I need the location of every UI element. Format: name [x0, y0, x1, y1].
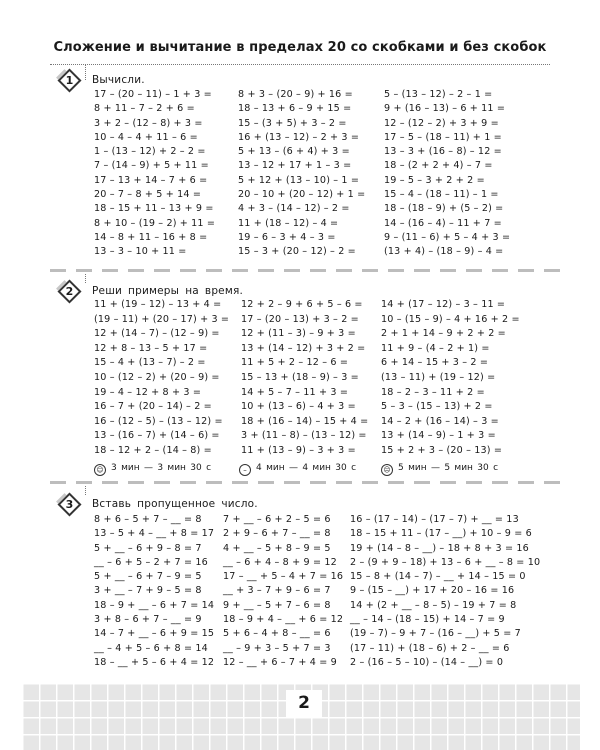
expression: __ – 9 + 3 – 5 + 7 = 3: [223, 642, 331, 654]
task-number-badge: 3: [59, 494, 81, 516]
expression: 9 – (11 – 6) + 5 – 4 + 3 =: [384, 231, 511, 243]
expression: 3 + 2 – (12 – 8) + 3 =: [94, 117, 203, 129]
margin-dotted-rule: [85, 274, 86, 283]
task-number-badge: 2: [59, 281, 81, 303]
expression: 5 – 3 – (15 – 13) + 2 =: [381, 401, 493, 413]
timing-note: [381, 463, 498, 476]
expression: 12 – (12 – 2) + 3 + 9 =: [384, 117, 499, 129]
expression: 20 – 7 – 8 + 5 + 14 =: [94, 189, 202, 201]
expression: 18 – 12 + 2 – (14 – 8) =: [94, 444, 212, 456]
timing-text: 3 мин — 3 мин 30 с: [111, 463, 212, 473]
expression: 5 + 6 – 4 + 8 – __ = 6: [223, 628, 331, 640]
expression: 19 + (14 – 8 – __) – 18 + 8 + 3 = 16: [350, 542, 529, 554]
expression: 16 – (12 – 5) – (13 – 12) =: [94, 415, 223, 427]
exercise-column: [94, 513, 214, 670]
exercise-column: [350, 513, 540, 670]
expression: 11 + (19 – 12) – 13 + 4 =: [94, 299, 222, 310]
timing-text: 5 мин — 5 мин 30 с: [398, 463, 499, 473]
smile-face-icon: ☺: [94, 464, 106, 476]
timing-note: [239, 463, 356, 476]
task-instruction: Вставь пропущенное число.: [92, 498, 258, 510]
expression: 15 – 4 – (18 – 11) – 1 =: [384, 189, 499, 201]
expression: 14 + (17 – 12) – 3 – 11 =: [381, 299, 506, 310]
expression: 15 – 4 + (13 – 7) – 2 =: [94, 357, 206, 369]
expression: 7 – (14 – 9) + 5 + 11 =: [94, 160, 209, 172]
expression: 14 – 2 + (16 – 14) – 3 =: [381, 415, 499, 427]
section-divider: [50, 481, 560, 484]
expression: 4 + 3 – (14 – 12) – 2 =: [238, 203, 350, 215]
expression: 13 + (14 – 9) – 1 + 3 =: [381, 430, 496, 442]
expression: 18 – 9 + __ – 6 + 7 = 14: [94, 599, 215, 611]
expression: 11 + 5 + 2 – 12 – 6 =: [241, 357, 349, 369]
expression: 9 – (15 – __) + 17 + 20 – 16 = 16: [350, 585, 515, 597]
expression: 12 + 2 – 9 + 6 + 5 – 6 =: [241, 299, 363, 310]
exercise-column: [94, 88, 215, 260]
expression: 14 – 8 + 11 – 16 + 8 =: [94, 231, 208, 243]
exercise-column: [384, 88, 510, 260]
task-instruction: Реши примеры на время.: [92, 285, 244, 297]
exercise-column: [223, 513, 343, 670]
expression: 18 + (16 – 14) – 15 + 4 =: [241, 415, 369, 427]
expression: 15 – (3 + 5) + 3 – 2 =: [238, 117, 347, 129]
expression: 17 – 13 + 14 – 7 + 6 =: [94, 174, 208, 186]
expression: 18 – 15 + 11 – (17 – __) + 10 – 9 = 6: [350, 528, 532, 540]
expression: 12 + (11 – 3) – 9 + 3 =: [241, 328, 356, 340]
expression: 9 + __ – 5 + 7 – 6 = 8: [223, 599, 331, 611]
expression: 8 + 10 – (19 – 2) + 11 =: [94, 217, 216, 229]
page-number: 2: [286, 690, 322, 717]
timing-note: [94, 463, 211, 476]
expression: 8 + 3 – (20 – 9) + 16 =: [238, 89, 353, 100]
expression: 16 – 7 + (20 – 14) – 2 =: [94, 401, 212, 413]
expression: 1 – (13 – 12) + 2 – 2 =: [94, 146, 206, 158]
expression: 18 – (2 + 2 + 4) – 7 =: [384, 160, 493, 172]
expression: 10 – (12 – 2) + (20 – 9) =: [94, 371, 220, 383]
expression: 5 + 13 – (6 + 4) + 3 =: [238, 146, 350, 158]
margin-dotted-rule: [85, 486, 86, 495]
expression: 15 – 8 + (14 – 7) – __ + 14 – 15 = 0: [350, 571, 526, 583]
neutral-face-icon: –: [239, 464, 251, 476]
exercise-column: [238, 88, 365, 260]
expression: (13 – 11) + (19 – 12) =: [381, 371, 496, 383]
expression: 11 + 9 – (4 – 2 + 1) =: [381, 342, 490, 354]
exercise-column: [94, 298, 229, 459]
expression: 14 + (2 + __ – 8 – 5) – 19 + 7 = 8: [350, 599, 517, 611]
expression: __ + 3 – 7 + 9 – 6 = 7: [223, 585, 331, 597]
expression: __ – 6 + 4 – 8 + 9 = 12: [223, 556, 337, 568]
expression: 19 – 4 – 12 + 8 + 3 =: [94, 386, 202, 398]
expression: 16 – (17 – 14) – (17 – 7) + __ = 13: [350, 514, 519, 525]
expression: 17 – 5 – (18 – 11) + 1 =: [384, 131, 502, 143]
expression: 5 + 12 + (13 – 10) – 1 =: [238, 174, 360, 186]
expression: (19 – 11) + (20 – 17) + 3 =: [94, 313, 230, 325]
expression: 3 + 8 – 6 + 7 – __ = 9: [94, 614, 202, 626]
expression: 8 + 6 – 5 + 7 – __ = 8: [94, 514, 202, 525]
section-divider: [50, 269, 560, 272]
expression: 14 – 7 + __ – 6 + 9 = 15: [94, 628, 215, 640]
expression: 10 – 4 – 4 + 11 – 6 =: [94, 131, 198, 143]
exercise-column: [241, 298, 368, 459]
task-number-badge: 1: [59, 70, 81, 92]
expression: 13 – 5 + 4 – __ + 8 = 17: [94, 528, 215, 540]
expression: 10 + (13 – 6) – 4 + 3 =: [241, 401, 356, 413]
expression: 5 – (13 – 12) – 2 – 1 =: [384, 89, 493, 100]
expression: 19 – 5 – 3 + 2 + 2 =: [384, 174, 485, 186]
expression: 18 – 13 + 6 – 9 + 15 =: [238, 103, 352, 115]
expression: 6 + 14 – 15 + 3 – 2 =: [381, 357, 489, 369]
exercise-column: [381, 298, 520, 459]
expression: 13 – 3 – 10 + 11 =: [94, 246, 187, 258]
margin-dotted-rule: [85, 64, 86, 80]
expression: 12 + (14 – 7) – (12 – 9) =: [94, 328, 220, 340]
expression: 12 – __ + 6 – 7 + 4 = 9: [223, 656, 337, 668]
expression: 11 + (18 – 12) – 4 =: [238, 217, 339, 229]
task-instruction: Вычисли.: [92, 74, 145, 86]
expression: 5 + __ – 6 + 9 – 8 = 7: [94, 542, 202, 554]
expression: 16 + (13 – 12) – 2 + 3 =: [238, 131, 360, 143]
expression: (13 + 4) – (18 – 9) – 4 =: [384, 246, 504, 258]
expression: 14 + 5 – 7 – 11 + 3 =: [241, 386, 349, 398]
expression: 13 + (14 – 12) + 3 + 2 =: [241, 342, 366, 354]
expression: 12 + 8 – 13 – 5 + 17 =: [94, 342, 208, 354]
expression: 13 – (16 – 7) + (14 – 6) =: [94, 430, 220, 442]
expression: 4 + __ – 5 + 8 – 9 = 5: [223, 542, 331, 554]
expression: (19 – 7) – 9 + 7 – (16 – __) + 5 = 7: [350, 628, 521, 640]
expression: __ – 6 + 5 – 2 + 7 = 16: [94, 556, 208, 568]
expression: 2 + 1 + 14 – 9 + 2 + 2 =: [381, 328, 506, 340]
expression: 17 – (20 – 13) + 3 – 2 =: [241, 313, 359, 325]
expression: 10 – (15 – 9) – 4 + 16 + 2 =: [381, 313, 520, 325]
expression: 15 – 3 + (20 – 12) – 2 =: [238, 246, 356, 258]
expression: 15 – 13 + (18 – 9) – 3 =: [241, 371, 359, 383]
expression: 18 – 2 – 3 – 11 + 2 =: [381, 386, 485, 398]
expression: 17 – (20 – 11) – 1 + 3 =: [94, 89, 212, 100]
expression: 2 + 9 – 6 + 7 – __ = 8: [223, 528, 331, 540]
expression: 18 – 9 + 4 – __ + 6 = 12: [223, 614, 344, 626]
expression: 20 – 10 + (20 – 12) + 1 =: [238, 189, 366, 201]
expression: 11 + (13 – 9) – 3 + 3 =: [241, 444, 356, 456]
expression: 9 + (16 – 13) – 6 + 11 =: [384, 103, 506, 115]
expression: 18 – (18 – 9) + (5 – 2) =: [384, 203, 504, 215]
expression: 14 – (16 – 4) – 11 + 7 =: [384, 217, 502, 229]
timing-text: 4 мин — 4 мин 30 с: [256, 463, 357, 473]
expression: 13 – 3 + (16 – 8) – 12 =: [384, 146, 502, 158]
page-title: Сложение и вычитание в пределах 20 со скобками и без скобок: [53, 40, 547, 55]
title-dotted-rule: [50, 64, 550, 65]
expression: 2 – (16 – 5 – 10) – (14 – __) = 0: [350, 656, 504, 668]
expression: 18 – __ + 5 – 6 + 4 = 12: [94, 656, 215, 668]
expression: 13 – 12 + 17 + 1 – 3 =: [238, 160, 352, 172]
expression: 17 – __ + 5 – 4 + 7 = 16: [223, 571, 344, 583]
expression: (17 – 11) + (18 – 6) + 2 – __ = 6: [350, 642, 510, 654]
expression: 19 – 6 – 3 + 4 – 3 =: [238, 231, 336, 243]
expression: 2 – (9 + 9 – 18) + 13 – 6 + __ – 8 = 10: [350, 556, 541, 568]
expression: 7 + __ – 6 + 2 – 5 = 6: [223, 514, 331, 525]
expression: __ – 14 – (18 – 15) + 14 – 7 = 9: [350, 614, 505, 626]
expression: 15 + 2 + 3 – (20 – 13) =: [381, 444, 503, 456]
expression: 3 + (11 – 8) – (13 – 12) =: [241, 430, 367, 442]
expression: 18 – 15 + 11 – 13 + 9 =: [94, 203, 214, 215]
expression: 3 + __ – 7 + 9 – 5 = 8: [94, 585, 202, 597]
expression: 5 + __ – 6 + 7 – 9 = 5: [94, 571, 202, 583]
expression: __ – 4 + 5 – 6 + 8 = 14: [94, 642, 208, 654]
sad-face-icon: ☹: [381, 464, 393, 476]
expression: 8 + 11 – 7 – 2 + 6 =: [94, 103, 195, 115]
